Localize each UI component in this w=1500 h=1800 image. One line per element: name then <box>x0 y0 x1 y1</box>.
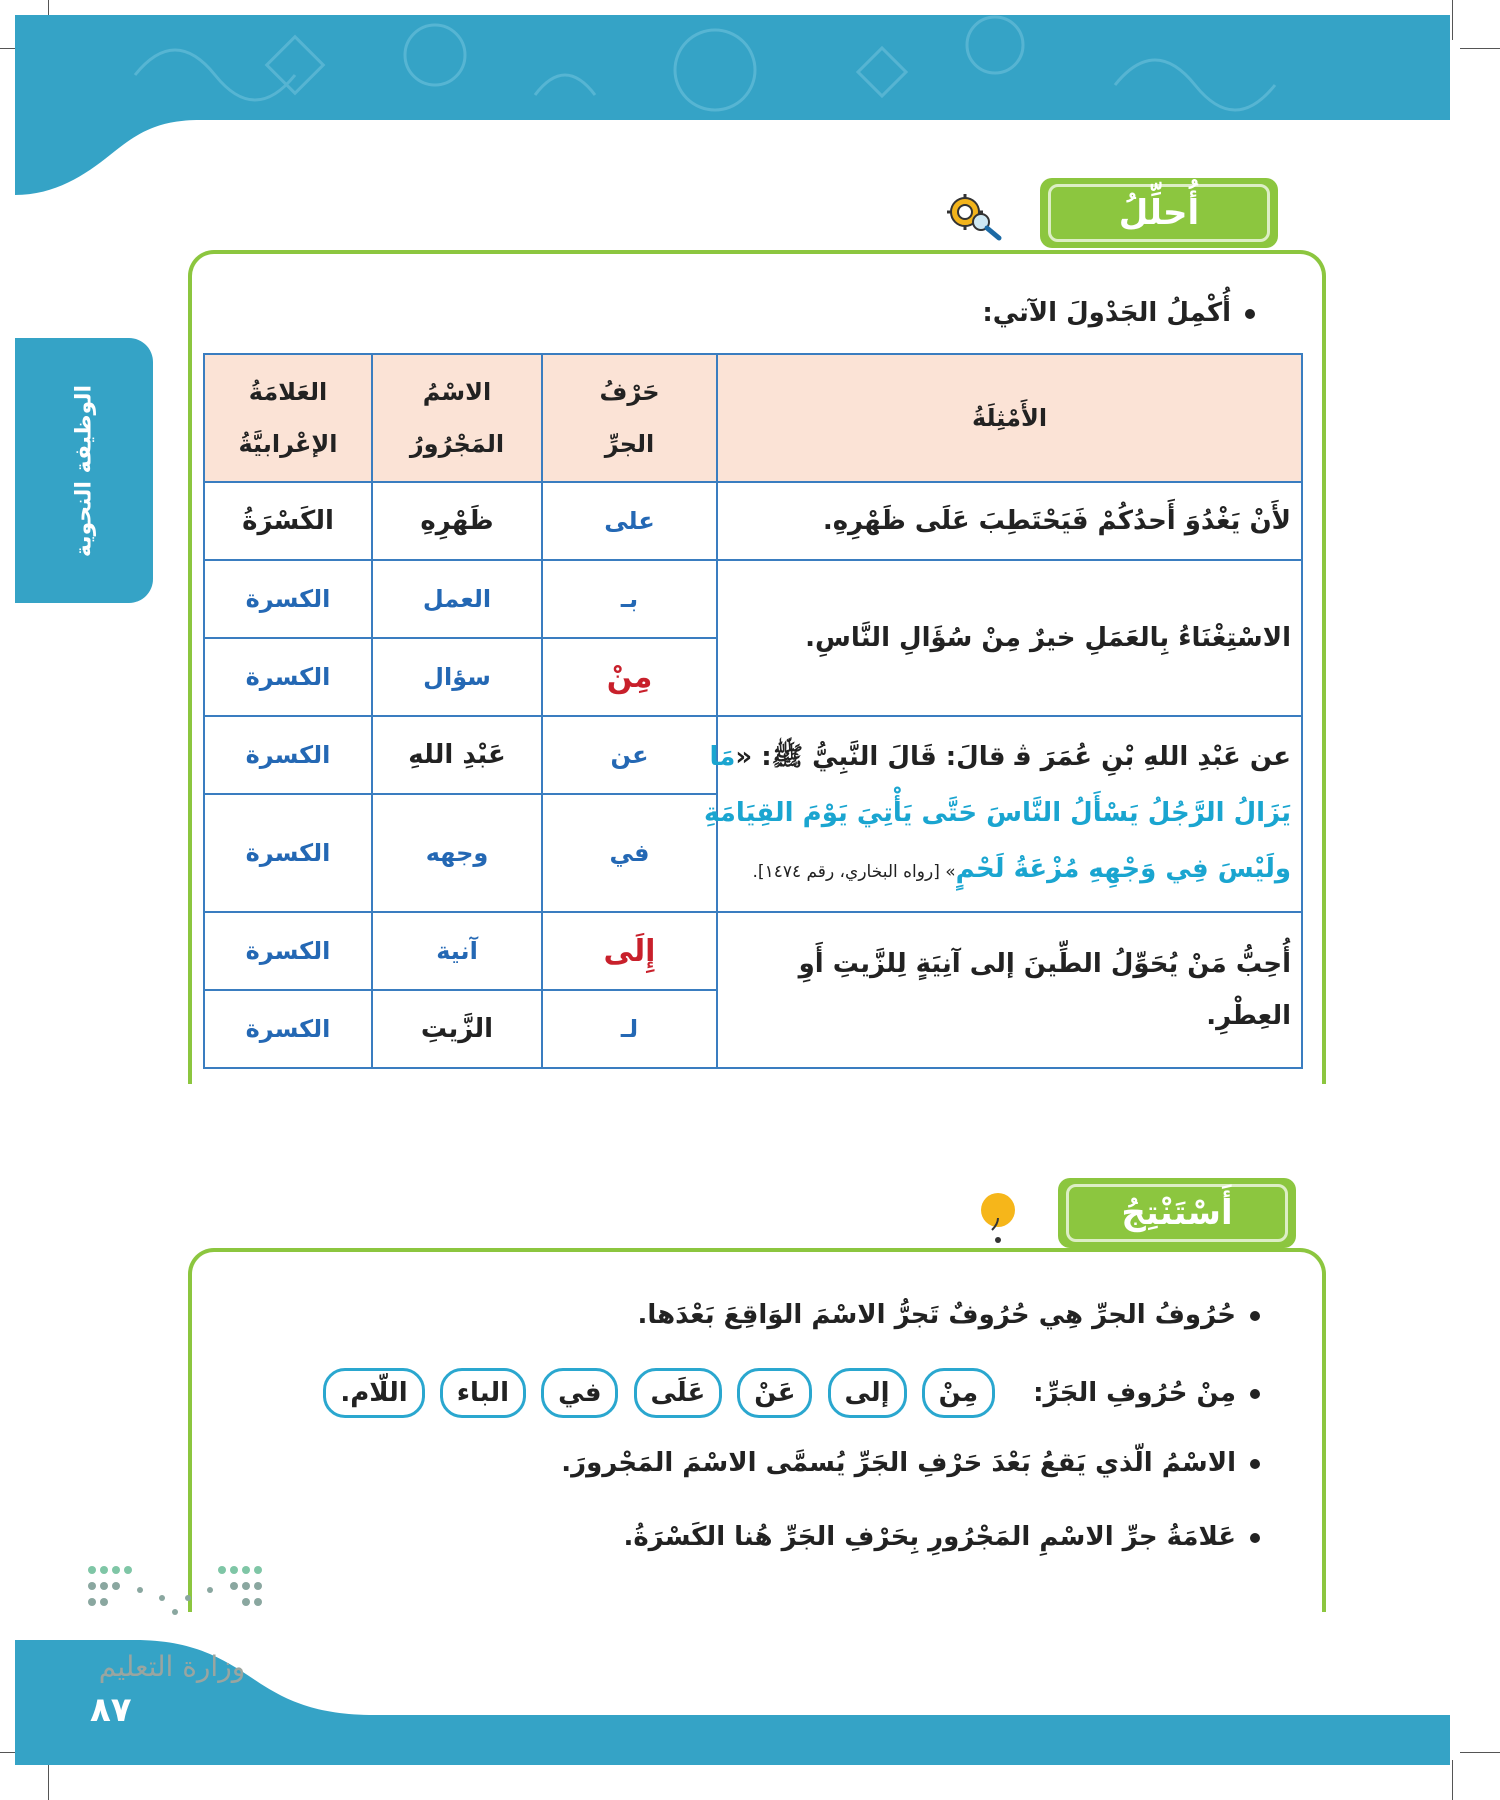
magnifier-gear-icon <box>945 192 1003 242</box>
noun-cell: الزَّيتِ <box>372 990 542 1068</box>
preposition-pill: اللّام. <box>323 1368 424 1418</box>
conclude-tab <box>1058 1178 1296 1248</box>
noun-cell: عَبْدِ اللهِ <box>372 716 542 794</box>
header-noun: الاسْمُ المَجْرُورُ <box>372 354 542 482</box>
bullet-icon <box>1250 1459 1260 1469</box>
mark-cell: الكسرة <box>204 990 372 1068</box>
table-row <box>204 912 1302 990</box>
preposition-pill: مِنْ <box>922 1368 996 1418</box>
bullet-icon <box>1245 309 1255 319</box>
preposition-pill: عَلَى <box>634 1368 723 1418</box>
ministry-name: وزارة التعليم <box>98 1650 246 1683</box>
analysis-table <box>203 353 1303 1069</box>
ministry-logo <box>82 1560 272 1683</box>
example-cell: أُحِبُّ مَنْ يُحَوِّلُ الطِّينَ إلى آنِيَةٍ لِلزَّيتِ أَوِ العِطْرِ. <box>717 912 1302 1068</box>
preposition-pill: الباء <box>440 1368 526 1418</box>
mark-cell: الكسرة <box>204 560 372 638</box>
analyze-title: أُحلِّلُ <box>1118 193 1200 233</box>
bullet-icon <box>1250 1389 1260 1399</box>
side-tab-label: الوظيفة النحوية <box>71 384 97 557</box>
mark-cell: الكسرة <box>204 912 372 990</box>
mark-cell: الكسرة <box>204 794 372 912</box>
table-row <box>204 560 1302 638</box>
header-preposition: حَرْفُ الجرِّ <box>542 354 717 482</box>
conclude-point-3: الاسْمُ الّذي يَقعُ بَعْدَ حَرْفِ الجَرِّ يُسمَّى الاسْمَ المَجْرورَ. <box>561 1448 1260 1478</box>
crop-mark <box>1460 1752 1500 1753</box>
top-banner <box>15 15 1450 195</box>
noun-cell: سؤال <box>372 638 542 716</box>
preposition-cell: بـ <box>542 560 717 638</box>
question-bulb-icon <box>976 1190 1020 1246</box>
preposition-cell: على <box>542 482 717 560</box>
noun-cell: وجهه <box>372 794 542 912</box>
preposition-cell: عن <box>542 716 717 794</box>
table-row <box>204 716 1302 794</box>
conclude-point-1: حُرُوفُ الجرِّ هِي حُرُوفٌ تَجرُّ الاسْمَ الوَاقِعَ بَعْدَها. <box>637 1300 1260 1330</box>
preposition-pill: عَنْ <box>737 1368 812 1418</box>
preposition-cell: في <box>542 794 717 912</box>
preposition-cell: مِنْ <box>542 638 717 716</box>
side-tab <box>15 338 153 603</box>
preposition-cell: إِلَى <box>542 912 717 990</box>
example-cell: الاسْتِغْنَاءُ بِالعَمَلِ خيرٌ مِنْ سُؤَالِ النَّاسِ. <box>717 560 1302 716</box>
conclude-point-2: مِنْ حُرُوفِ الجَرِّ: مِنْ إلى عَنْ عَلَى في الباء اللّام. <box>320 1368 1260 1418</box>
preposition-cell: لـ <box>542 990 717 1068</box>
page-number: ٨٧ <box>90 1690 132 1730</box>
crop-mark <box>1460 48 1500 49</box>
mark-cell: الكسرة <box>204 716 372 794</box>
preposition-pill: إلى <box>828 1368 907 1418</box>
conclude-point-4: عَلامَةُ جرِّ الاسْمِ المَجْرُورِ بِحَرْفِ الجَرِّ هُنا الكَسْرَةُ. <box>623 1522 1260 1552</box>
conclude-title: أَسْتَنْتِجُ <box>1121 1193 1233 1233</box>
noun-cell: العمل <box>372 560 542 638</box>
bullet-icon <box>1250 1311 1260 1321</box>
analyze-instruction: أُكْمِلُ الجَدْولَ الآتي: <box>982 298 1255 328</box>
bullet-icon <box>1250 1533 1260 1543</box>
noun-cell: آنية <box>372 912 542 990</box>
crop-mark <box>1452 0 1453 40</box>
noun-cell: ظَهْرِهِ <box>372 482 542 560</box>
crop-mark <box>1452 1760 1453 1800</box>
example-cell: لأَنْ يَغْدُوَ أَحدُكُمْ فَيَحْتَطِبَ عَلَى ظَهْرِهِ. <box>717 482 1302 560</box>
header-mark: العَلامَةُ الإعْرابيَّةُ <box>204 354 372 482</box>
table-row <box>204 482 1302 560</box>
header-examples: الأَمْثِلَةُ <box>717 354 1302 482</box>
preposition-pill: في <box>541 1368 618 1418</box>
hadith-example-cell: عن عَبْدِ اللهِ بْنِ عُمَرَ ﭬ قالَ: قَالَ النَّبِيُّ ﷺ: «مَا يَزَالُ الرَّجُلُ يَسْأَلُ النَّاسَ حَتَّى يَأْتِيَ يَوْمَ القِيَامَةِ ولَيْسَ فِي وَجْهِهِ مُزْعَةُ لَحْمٍ» [رواه البخاري، رقم ١٤٧٤]. <box>717 716 1302 912</box>
analyze-tab <box>1040 178 1278 248</box>
mark-cell: الكَسْرَةُ <box>204 482 372 560</box>
mark-cell: الكسرة <box>204 638 372 716</box>
